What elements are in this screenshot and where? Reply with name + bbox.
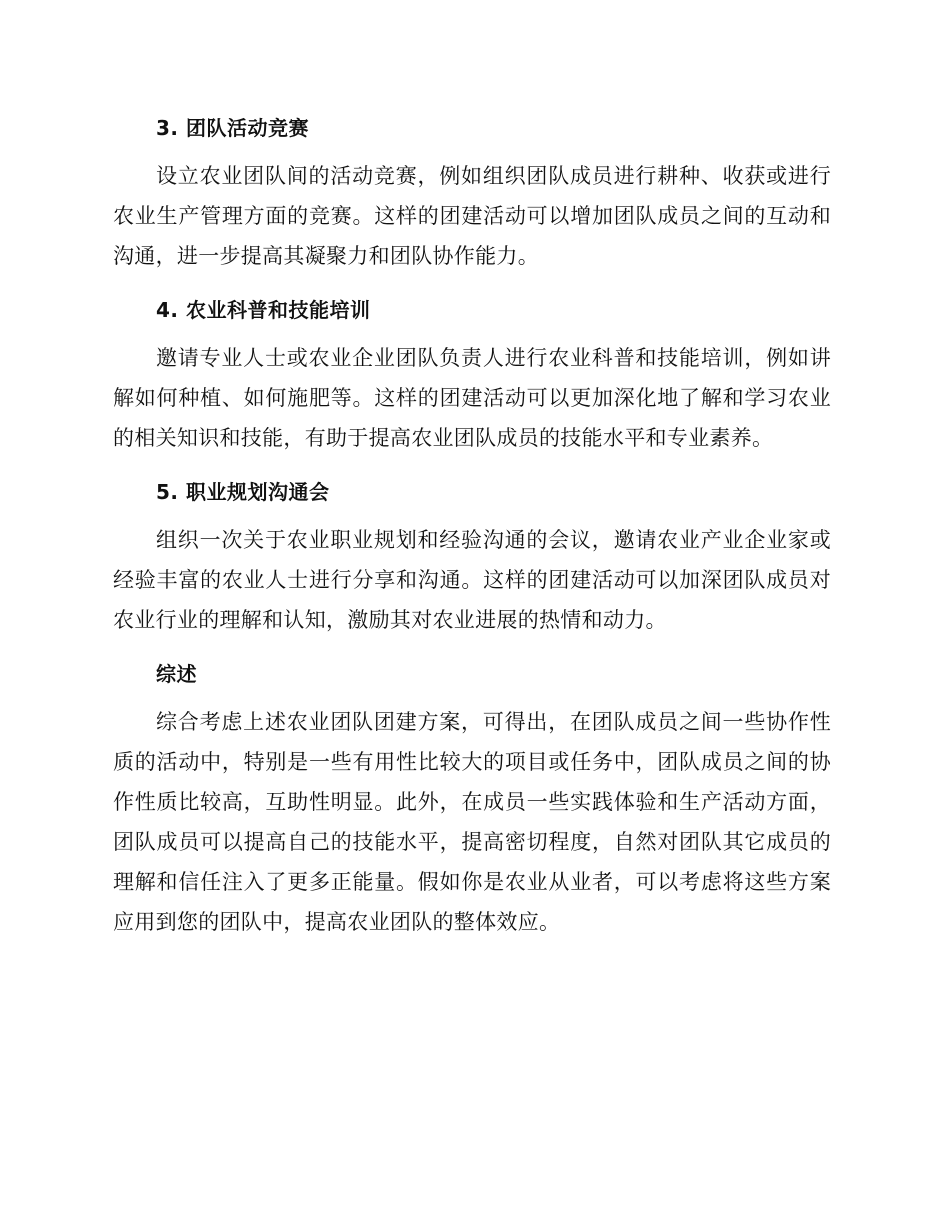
section-heading-summary: 综述 (156, 662, 197, 686)
section-paragraph-summary: 综合考虑上述农业团队团建方案，可得出，在团队成员之间一些协作性质的活动中，特别是一些有用性比较大的项目或任务中，团队成员之间的协作性质比较高，互助性明显。此外，在成员一些实践体验和生产活动方面，团队成员可以提高自己的技能水平，提高密切程度，自然对团队其它成员的理解和信任注入了更多正能量。假如你是农业从业者，可以考虑将这些方案应用到您的团队中，提高农业团队的整体效应。 (113, 710, 831, 934)
section-paragraph-skills-training: 邀请专业人士或农业企业团队负责人进行农业科普和技能培训，例如讲解如何种植、如何施肥等。这样的团建活动可以更加深化地了解和学习农业的相关知识和技能，有助于提高农业团队成员的技能水平和专业素养。 (113, 346, 831, 450)
section-heading-career-planning: 5. 职业规划沟通会 (156, 480, 330, 504)
section-paragraph-team-competition: 设立农业团队间的活动竞赛，例如组织团队成员进行耕种、收获或进行农业生产管理方面的竞赛。这样的团建活动可以增加团队成员之间的互动和沟通，进一步提高其凝聚力和团队协作能力。 (113, 164, 831, 268)
section-paragraph-career-planning: 组织一次关于农业职业规划和经验沟通的会议，邀请农业产业企业家或经验丰富的农业人士进行分享和沟通。这样的团建活动可以加深团队成员对农业行业的理解和认知，激励其对农业进展的热情和动力。 (113, 528, 831, 632)
document-body (113, 108, 831, 956)
section-heading-team-competition: 3. 团队活动竞赛 (156, 116, 309, 140)
section-heading-skills-training: 4. 农业科普和技能培训 (156, 298, 371, 322)
